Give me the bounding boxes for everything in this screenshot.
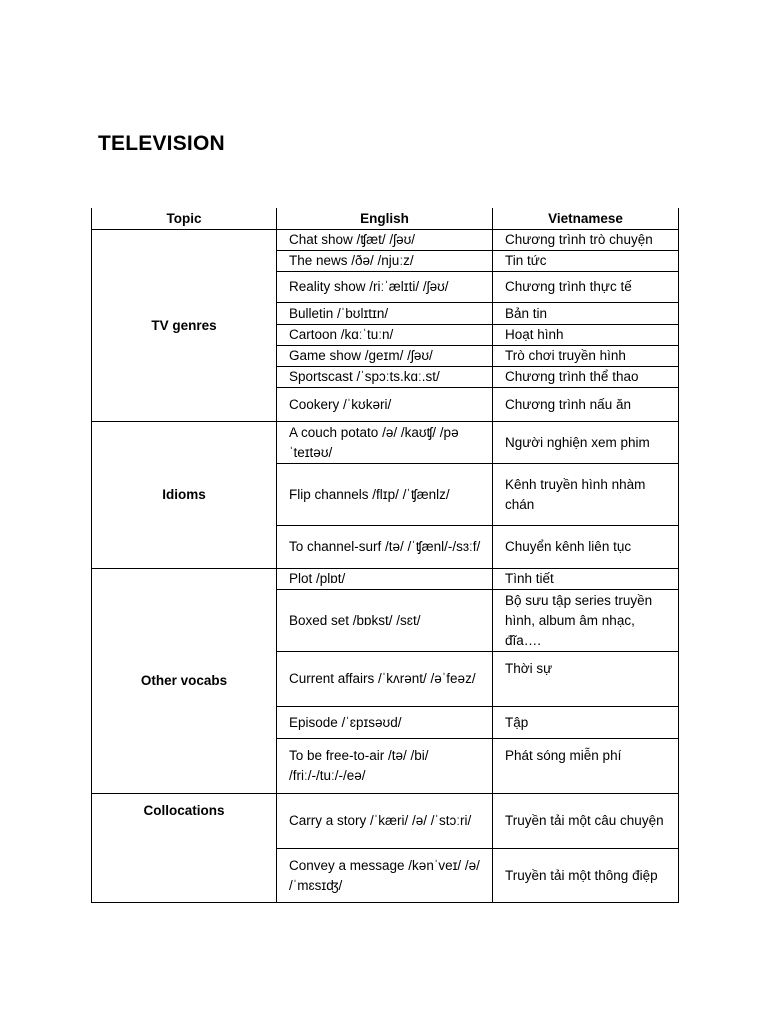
english-cell: Episode /ˈɛpɪsəʊd/ [277,707,493,739]
vietnamese-cell: Chương trình trò chuyện [493,230,679,251]
english-cell: Chat show /ʧæt/ /ʃəʊ/ [277,230,493,251]
english-cell: Plot /plɒt/ [277,569,493,590]
table-row [92,230,679,251]
english-cell: Boxed set /bɒkst/ /sɛt/ [277,590,493,652]
vietnamese-cell: Chương trình thể thao [493,367,679,388]
english-cell: Reality show /riːˈælɪti/ /ʃəʊ/ [277,272,493,303]
header-topic: Topic [92,208,277,230]
english-cell: Flip channels /flɪp/ /ˈʧænlz/ [277,464,493,526]
english-cell: The news /ðə/ /njuːz/ [277,251,493,272]
vietnamese-cell: Chuyển kênh liên tục [493,526,679,569]
vietnamese-cell: Thời sự [493,652,679,707]
english-cell: A couch potato /ə/ /kaʊʧ/ /pəˈteɪtəʊ/ [277,422,493,464]
vietnamese-cell: Bộ sưu tập series truyền hình, album âm nhạc, đĩa…. [493,590,679,652]
header-vietnamese: Vietnamese [493,208,679,230]
english-cell: Sportscast /ˈspɔːts.kɑː.st/ [277,367,493,388]
english-cell: Convey a message /kənˈveɪ/ /ə/ /ˈmɛsɪʤ/ [277,849,493,903]
table-row [92,794,679,849]
vietnamese-cell: Trò chơi truyền hình [493,346,679,367]
vietnamese-cell: Truyền tải một thông điệp [493,849,679,903]
english-cell: Current affairs /ˈkʌrənt/ /əˈfeəz/ [277,652,493,707]
vietnamese-cell: Chương trình nấu ăn [493,388,679,422]
vietnamese-cell: Bản tin [493,303,679,325]
topic-collocations: Collocations [92,794,277,903]
topic-idioms: Idioms [92,422,277,569]
vietnamese-cell: Người nghiện xem phim [493,422,679,464]
english-cell: To be free-to-air /tə/ /bi/ /friː/-/tuː/-/eə/ [277,739,493,794]
topic-tv-genres: TV genres [92,230,277,422]
vietnamese-cell: Chương trình thực tế [493,272,679,303]
vietnamese-cell: Tập [493,707,679,739]
english-cell: Bulletin /ˈbʊlɪtɪn/ [277,303,493,325]
vietnamese-cell: Truyền tải một câu chuyện [493,794,679,849]
english-cell: Carry a story /ˈkæri/ /ə/ /ˈstɔːri/ [277,794,493,849]
english-cell: To channel-surf /tə/ /ˈʧænl/-/sɜːf/ [277,526,493,569]
table-row [92,422,679,464]
vietnamese-cell: Hoạt hình [493,325,679,346]
vietnamese-cell: Kênh truyền hình nhàm chán [493,464,679,526]
topic-other-vocabs: Other vocabs [92,569,277,794]
table-header-row [92,208,679,230]
vietnamese-cell: Phát sóng miễn phí [493,739,679,794]
english-cell: Cartoon /kɑːˈtuːn/ [277,325,493,346]
vietnamese-cell: Tình tiết [493,569,679,590]
english-cell: Cookery /ˈkʊkəri/ [277,388,493,422]
header-english: English [277,208,493,230]
english-cell: Game show /geɪm/ /ʃəʊ/ [277,346,493,367]
vocabulary-table [91,208,679,903]
table-row [92,569,679,590]
page-title: TELEVISION [98,132,225,155]
vietnamese-cell: Tin tức [493,251,679,272]
